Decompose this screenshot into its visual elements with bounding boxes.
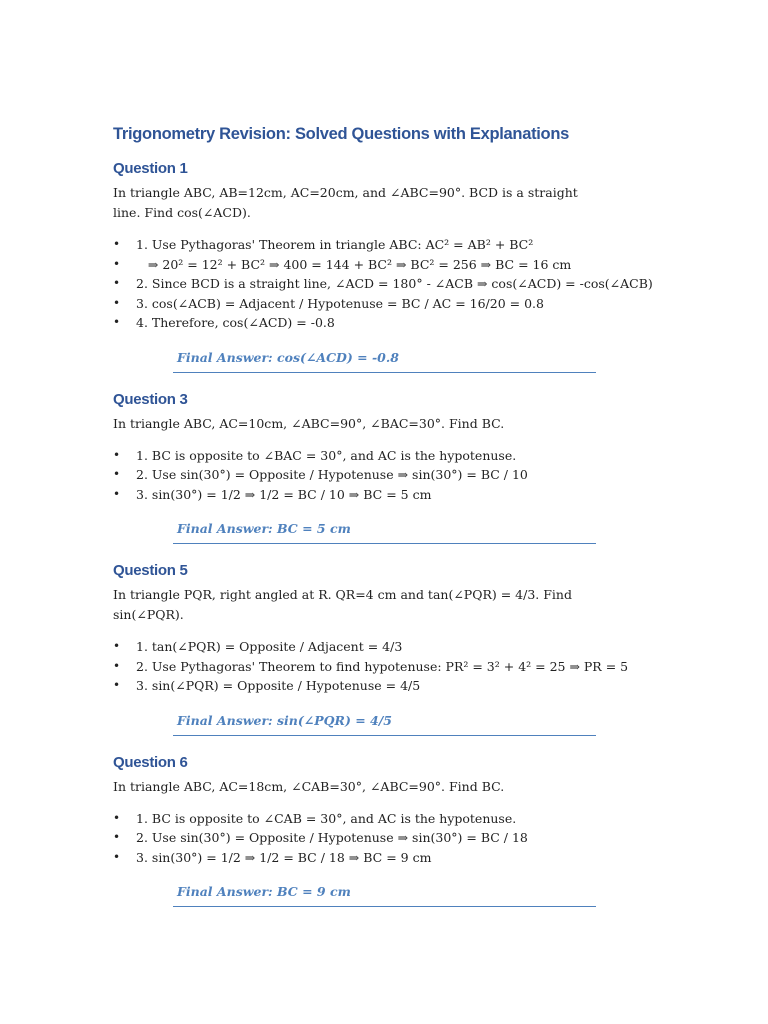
solution-step: • 2. Use Pythagoras' Theorem to find hypotenuse: PR² = 3² + 4² = 25 ⇒ PR = 5 bbox=[113, 657, 713, 677]
bullet-icon: • bbox=[113, 830, 121, 844]
solution-step: • 2. Since BCD is a straight line, ∠ACD = 180° - ∠ACB ⇒ cos(∠ACD) = -cos(∠ACB) bbox=[113, 274, 713, 294]
final-answer-box bbox=[173, 514, 596, 544]
solution-step: • 1. BC is opposite to ∠BAC = 30°, and AC is the hypotenuse. bbox=[113, 446, 713, 466]
solution-step: • 3. cos(∠ACB) = Adjacent / Hypotenuse = BC / AC = 16/20 = 0.8 bbox=[113, 294, 713, 314]
bullet-icon: • bbox=[113, 849, 121, 864]
solution-step: • 3. sin(∠PQR) = Opposite / Hypotenuse = 4/5 bbox=[113, 676, 713, 696]
bullet-icon: • bbox=[113, 658, 121, 673]
final-answer-box bbox=[173, 877, 596, 907]
question-heading: Question 6 bbox=[113, 753, 188, 771]
solution-step: • 1. BC is opposite to ∠CAB = 30°, and AC is the hypotenuse. bbox=[113, 809, 713, 829]
final-answer: Final Answer: BC = 9 cm bbox=[177, 884, 351, 899]
final-answer-box bbox=[173, 343, 596, 373]
final-answer: Final Answer: BC = 5 cm bbox=[177, 521, 351, 536]
question-1 bbox=[113, 160, 713, 373]
final-answer: Final Answer: cos(∠ACD) = -0.8 bbox=[177, 349, 399, 365]
question-text: In triangle ABC, AC=18cm, ∠CAB=30°, ∠ABC=90°. Find BC. bbox=[113, 778, 505, 794]
bullet-icon: • bbox=[113, 315, 121, 329]
final-answer-box bbox=[173, 706, 596, 736]
bullet-icon: • bbox=[113, 678, 121, 692]
solution-steps bbox=[113, 809, 713, 868]
bullet-icon: • bbox=[113, 295, 121, 310]
question-text: In triangle ABC, AB=12cm, AC=20cm, and ∠ABC=90°. BCD is a straight line. Find cos(∠ACD). bbox=[113, 185, 578, 220]
solution-step: • 2. Use sin(30°) = Opposite / Hypotenuse ⇒ sin(30°) = BC / 18 bbox=[113, 828, 713, 848]
bullet-icon: • bbox=[113, 467, 121, 481]
solution-step: • 1. Use Pythagoras' Theorem in triangle ABC: AC² = AB² + BC² bbox=[113, 235, 713, 255]
document-title: Trigonometry Revision: Solved Questions with Explanations bbox=[113, 125, 569, 143]
solution-step: • 4. Therefore, cos(∠ACD) = -0.8 bbox=[113, 313, 713, 333]
question-5 bbox=[113, 562, 713, 736]
document-page bbox=[113, 125, 713, 925]
question-3 bbox=[113, 391, 713, 545]
bullet-icon: • bbox=[113, 810, 121, 825]
question-6 bbox=[113, 754, 713, 908]
question-text: In triangle ABC, AC=10cm, ∠ABC=90°, ∠BAC=30°. Find BC. bbox=[113, 415, 505, 431]
solution-step: • ⇒ 20² = 12² + BC² ⇒ 400 = 144 + BC² ⇒ BC² = 256 ⇒ BC = 16 cm bbox=[113, 255, 713, 275]
solution-step: • 3. sin(30°) = 1/2 ⇒ 1/2 = BC / 18 ⇒ BC = 9 cm bbox=[113, 848, 713, 868]
bullet-icon: • bbox=[113, 276, 121, 290]
bullet-icon: • bbox=[113, 237, 121, 251]
solution-step: • 1. tan(∠PQR) = Opposite / Adjacent = 4/3 bbox=[113, 637, 713, 657]
solution-step: • 3. sin(30°) = 1/2 ⇒ 1/2 = BC / 10 ⇒ BC = 5 cm bbox=[113, 485, 713, 505]
solution-steps bbox=[113, 446, 713, 505]
bullet-icon: • bbox=[113, 486, 121, 501]
question-heading: Question 1 bbox=[113, 160, 188, 177]
question-heading: Question 5 bbox=[113, 562, 188, 579]
solution-steps bbox=[113, 637, 713, 696]
final-answer: Final Answer: sin(∠PQR) = 4/5 bbox=[177, 712, 392, 728]
solution-step: • 2. Use sin(30°) = Opposite / Hypotenuse ⇒ sin(30°) = BC / 10 bbox=[113, 465, 713, 485]
question-heading: Question 3 bbox=[113, 390, 188, 408]
solution-steps bbox=[113, 235, 713, 333]
bullet-icon: • bbox=[113, 256, 121, 271]
bullet-icon: • bbox=[113, 639, 121, 653]
bullet-icon: • bbox=[113, 447, 121, 462]
question-text: In triangle PQR, right angled at R. QR=4 cm and tan(∠PQR) = 4/3. Find sin(∠PQR). bbox=[113, 587, 572, 622]
